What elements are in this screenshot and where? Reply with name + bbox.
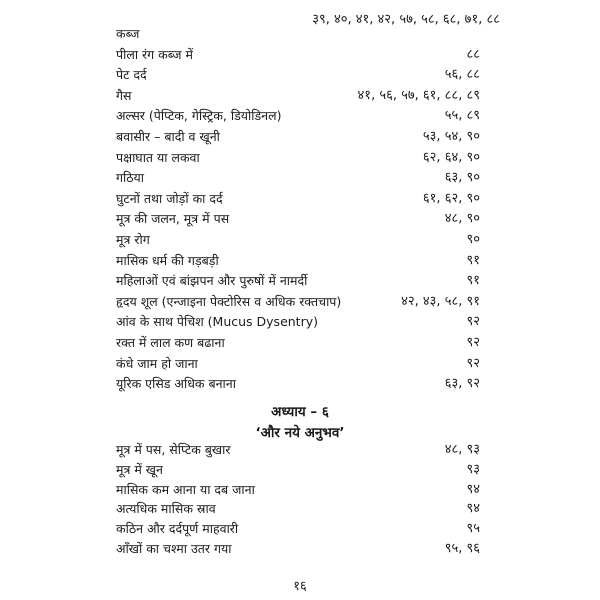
chapter-subtitle: ‘और नये अनुभव’ (255, 425, 345, 441)
entry-label: कठिन और दर्दपूर्ण माहवारी (116, 521, 239, 537)
index-entry (0, 65, 600, 87)
entry-label: पक्षाघात या लकवा (116, 149, 200, 165)
entry-page-refs: ४८, ९३ (444, 442, 480, 457)
index-entry (0, 292, 600, 314)
index-entry (0, 189, 600, 211)
entry-page-refs: ५५, ८९ (444, 108, 480, 124)
entry-page-refs: ९३ (466, 461, 480, 477)
entry-page-refs: ६२, ६४, ९० (422, 149, 480, 165)
entry-label: गठिया (116, 170, 145, 186)
entry-label: मूत्र रोग (116, 232, 150, 247)
entry-label: अल्सर (पेप्टिक, गेस्ट्रिक, डियोडिनल) (116, 108, 282, 124)
entry-page-refs: ९५ (466, 521, 480, 537)
index-entry (0, 519, 600, 541)
index-entry (0, 148, 600, 170)
entry-page-refs: ९२ (466, 314, 480, 330)
entry-label: गैस (116, 87, 132, 103)
entry-label: मूत्र में खून (116, 461, 163, 477)
entry-page-refs: ४८, ९० (444, 211, 480, 227)
index-entry (0, 499, 600, 521)
entry-label: मासिक कम आना या दब जाना (116, 481, 255, 497)
entry-label: बवासीर – बादी व खूनी (116, 129, 220, 144)
index-entry (0, 440, 600, 462)
entry-page-refs: ९१ (466, 252, 480, 268)
index-entry (0, 168, 600, 190)
index-entry (0, 209, 600, 231)
entry-page-refs: ४२, ४३, ५८, ९१ (401, 293, 480, 309)
entry-label: कब्ज (116, 26, 140, 41)
chapter-heading: अध्याय – ६ (271, 404, 329, 420)
index-entry (0, 480, 600, 502)
entry-label: अत्यधिक मासिक स्राव (116, 501, 216, 517)
page-number: १६ (293, 579, 307, 594)
entry-page-refs: ५३, ५४, ९० (422, 129, 480, 144)
entry-label: घुटनों तथा जोड़ों का दर्द (116, 190, 223, 206)
index-entry (0, 230, 600, 252)
entry-label: रक्त में लाल कण बढाना (116, 335, 225, 350)
entry-label: मूत्र में पस, सेप्टिक बुखार (116, 442, 231, 457)
index-entry (0, 312, 600, 334)
entry-page-refs: ६३, ९२ (444, 376, 480, 392)
entry-label: आंव के साथ पेचिश (Mucus Dysentry) (116, 314, 318, 330)
entry-label: आँखों का चश्मा उतर गया (116, 541, 232, 556)
entry-page-refs: ९४ (466, 481, 480, 497)
index-entry (0, 460, 600, 482)
entry-label: पीला रंग कब्ज में (116, 46, 193, 62)
index-entry (0, 354, 600, 376)
index-entry (0, 45, 600, 67)
index-entry (0, 24, 600, 46)
index-entry (0, 106, 600, 128)
entry-label: मूत्र की जलन, मूत्र में पस (116, 211, 230, 227)
entry-page-refs: ८८ (466, 46, 480, 62)
entry-page-refs: ६१, ६२, ९० (422, 190, 480, 206)
top-page-refs: ३९, ४०, ४१, ४२, ५७, ५८, ६८, ७१, ८८ (312, 12, 500, 27)
index-entry (0, 333, 600, 355)
entry-label: कंधे जाम हो जाना (116, 355, 198, 371)
entry-label: महिलाओं एवं बांझपन और पुरुषों में नामर्दी (116, 273, 308, 289)
entry-page-refs: ९० (466, 232, 480, 247)
entry-page-refs: ४१, ५६, ५७, ६१, ८८, ८९ (357, 87, 480, 103)
entry-page-refs: ६३, ९० (444, 170, 480, 186)
index-entry (0, 251, 600, 273)
index-entry (0, 539, 600, 561)
entry-label: पेट दर्द (116, 67, 147, 83)
entry-label: यूरिक एसिड अधिक बनाना (116, 376, 236, 392)
index-entry (0, 374, 600, 396)
entry-page-refs: ९२ (466, 335, 480, 350)
entry-page-refs: ९१ (466, 273, 480, 289)
index-entry (0, 86, 600, 108)
index-entry (0, 271, 600, 293)
entry-page-refs: ९४ (466, 501, 480, 517)
index-entry (0, 127, 600, 149)
entry-page-refs: ९२ (466, 355, 480, 371)
entry-page-refs: ५६, ८८ (444, 67, 480, 83)
entry-label: हृदय शूल (एन्जाइना पेक्टोरिस व अधिक रक्तचाप) (116, 293, 342, 309)
entry-label: मासिक धर्म की गड़बड़ी (116, 252, 219, 268)
entry-page-refs: ९५, ९६ (444, 541, 480, 556)
